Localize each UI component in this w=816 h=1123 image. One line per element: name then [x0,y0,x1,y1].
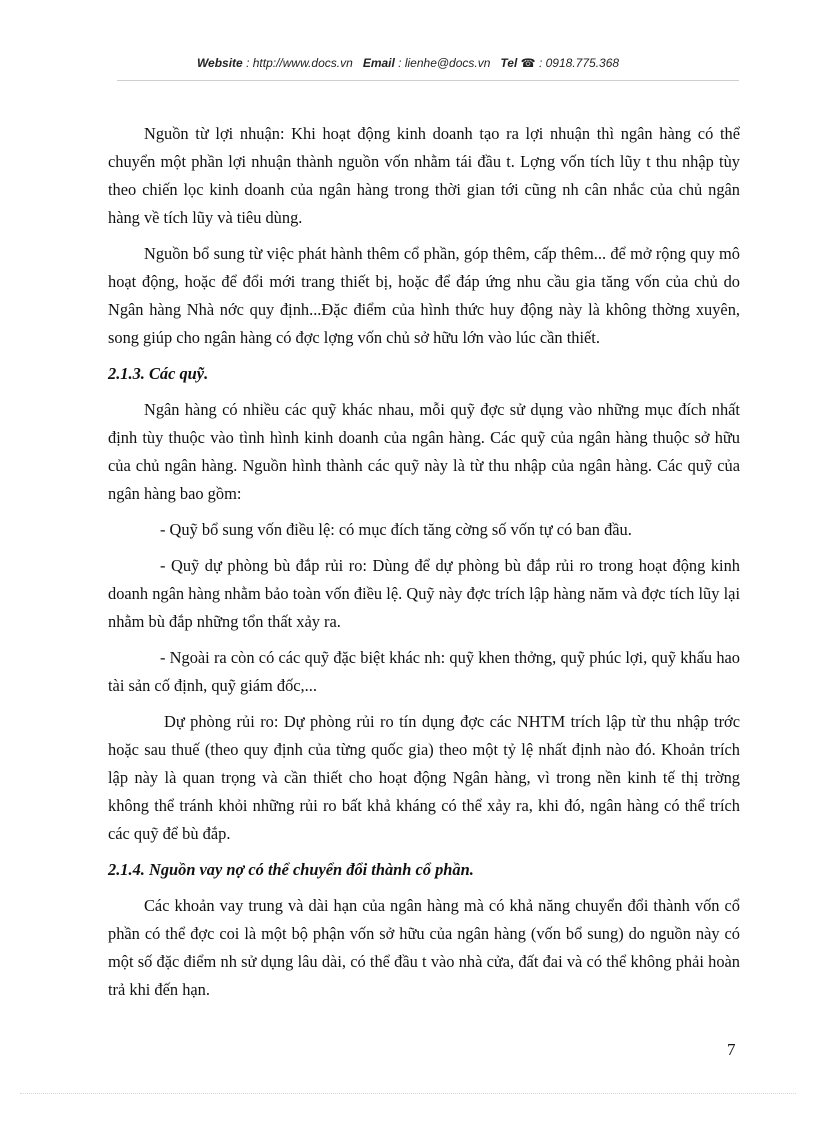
paragraph-funds-intro: Ngân hàng có nhiều các quỹ khác nhau, mỗi quỹ đợc sử dụng vào những mục đích nhất định tùy thuộc vào tình hình kinh doanh của ngân hàng. Các quỹ của ngân hàng thuộc sở hữu của chủ ngân hàng. Nguồn hình thành các quỹ này là từ thu nhập của ngân hàng. Các quỹ của ngân hàng bao gồm: [108,400,740,503]
paragraph-risk-provision: Dự phòng rủi ro: Dự phòng rủi ro tín dụng đợc các NHTM trích lập từ thu nhập trớc hoặc sau thuế (theo quy định của từng quốc gia) theo một tỷ lệ nhất định nào đó. Khoản trích lập này là quan trọng và cần thiết cho hoạt động Ngân hàng, vì trong nền kinh tế thị trờng không thể tránh khỏi những rủi ro bất khả kháng có thể xảy ra, khi đó, ngân hàng có thể trích các quỹ để bù đắp. [108,712,740,843]
list-item-capital-fund: - Quỹ bổ sung vốn điều lệ: có mục đích tăng cờng số vốn tự có ban đầu. [160,520,632,539]
footer-divider [20,1093,796,1094]
tel-label: Tel [500,56,518,70]
paragraph-supplement-source: Nguồn bổ sung từ việc phát hành thêm cổ phần, góp thêm, cấp thêm... để mở rộng quy mô hoạt động, hoặc để đổi mới trang thiết bị, hoặc để đáp ứng nhu cầu gia tăng vốn của chủ do Ngân hàng Nhà nớc quy định...Đặc điểm của hình thức huy động này là không thờng xuyên, song giúp cho ngân hàng có đợc lợng vốn chủ sở hữu lớn vào lúc cần thiết. [108,244,740,347]
paragraph-convertible-debt: Các khoản vay trung và dài hạn của ngân hàng mà có khả năng chuyển đổi thành vốn cổ phần có thể đợc coi là một bộ phận vốn sở hữu của ngân hàng (vốn bổ sung) do nguồn này có một số đặc điểm nh sử dụng lâu dài, có thể đầu t vào nhà cửa, đất đai và có thể không phải hoàn trả khi đến hạn. [108,896,740,999]
paragraph-profit-source: Nguồn từ lợi nhuận: Khi hoạt động kinh doanh tạo ra lợi nhuận thì ngân hàng có thể chuyển một phần lợi nhuận thành nguồn vốn nhằm tái đầu t. Lợng vốn tích lũy t thu nhập tùy theo chiến lọc kinh doanh của ngân hàng trong thời gian tới cũng nh cân nhắc của chủ ngân hàng về tích lũy và tiêu dùng. [108,124,740,227]
list-item-risk-fund: - Quỹ dự phòng bù đắp rủi ro: Dùng để dự phòng bù đắp rủi ro trong hoạt động kinh doanh ngân hàng nhằm bảo toàn vốn điều lệ. Quỹ này đợc trích lập hàng năm và đợc tích lũy lại nhằm bù đắp những tổn thất xảy ra. [108,556,740,631]
document-body [108,120,740,1012]
header-divider [117,80,739,81]
list-item-other-funds: - Ngoài ra còn có các quỹ đặc biệt khác nh: quỹ khen thởng, quỹ phúc lợi, quỹ khấu hao tài sản cố định, quỹ giám đốc,... [108,648,740,695]
website-label: Website [196,56,243,70]
email-value: : lienhe@docs.vn [398,56,491,70]
email-label: Email [362,56,395,70]
section-heading-funds: 2.1.3. Các quỹ. [108,364,209,383]
tel-value: : 0918.775.368 [538,56,620,70]
page-number: 7 [727,1040,736,1059]
section-heading-convertible-debt: 2.1.4. Nguồn vay nợ có thể chuyển đổi thành cổ phần. [108,860,474,879]
website-value: : http://www.docs.vn [246,56,353,70]
page-header [0,56,816,70]
phone-icon: ☎ [520,56,536,70]
